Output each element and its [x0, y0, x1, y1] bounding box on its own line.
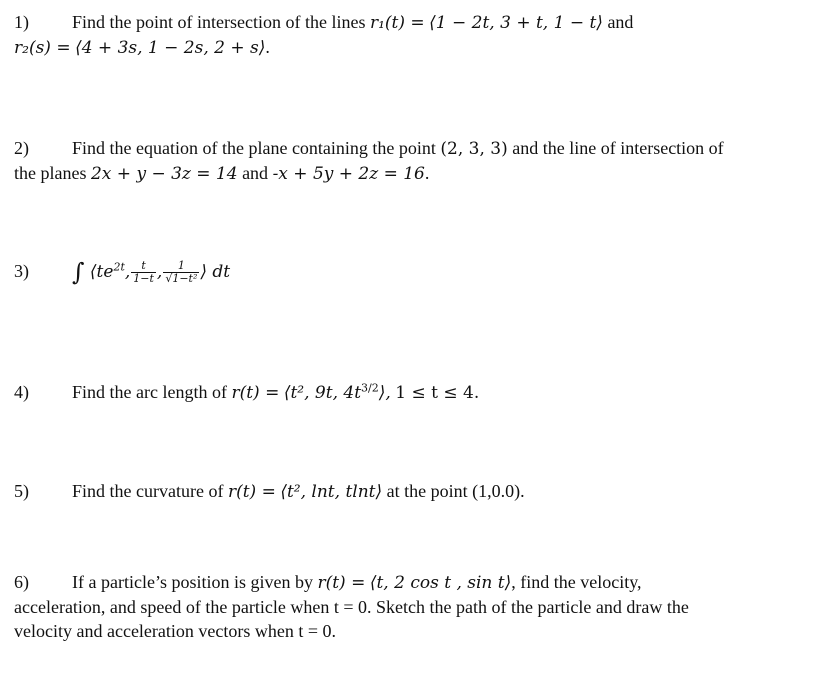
period: .	[424, 162, 430, 183]
problem-text: , find the velocity,	[511, 572, 642, 592]
vector-components: ⟨t², 9t, 4t	[283, 383, 362, 403]
problem-4	[14, 380, 814, 405]
problem-2-line-1	[14, 136, 814, 161]
integrand-open: ⟨te	[89, 262, 114, 282]
problem-number: 5)	[14, 481, 29, 501]
fraction-2	[163, 260, 199, 284]
problem-2-line-2	[14, 161, 814, 186]
plane-2-equation: -x + 5y + 2z = 16	[272, 163, 425, 184]
vector-r2-label: r₂(s) =	[14, 37, 71, 58]
integral-expression: ∫ $⟨te^{2t}$, $\frac{t}{1-t}$ , $\frac{1}{\text{√1−t²}}$ ⟩ dt	[72, 258, 231, 286]
problem-6-line-3: velocity and acceleration vectors when t = 0.	[14, 621, 337, 642]
problem-3	[14, 256, 814, 288]
fraction-denominator: √1−t²	[165, 272, 198, 285]
problem-6-line-2: acceleration, and speed of the particle when t = 0. Sketch the path of the particle and draw the	[14, 596, 689, 617]
fraction-1	[131, 260, 156, 284]
problem-1-line-2	[14, 35, 814, 60]
problem-1	[14, 10, 814, 60]
exponent: 2t	[113, 260, 125, 274]
problem-1-line-1	[14, 10, 814, 35]
vector-r-label: r(t) =	[227, 482, 276, 502]
vector-r-label: r(t) =	[317, 573, 366, 593]
fraction-denominator: 1−t	[133, 272, 154, 285]
plane-1-equation: 2x + y − 3z = 14	[90, 163, 238, 184]
parameter-range: 1 ≤ t ≤ 4.	[395, 383, 480, 403]
joiner-text: and	[242, 162, 269, 183]
vector-r	[284, 383, 391, 403]
fraction-numerator: 1	[163, 260, 199, 273]
problem-number: 4)	[14, 382, 29, 402]
problem-text: the planes	[14, 162, 87, 183]
problem-text: at the point (1,0.0).	[386, 481, 525, 501]
point-coordinates: (2, 3, 3)	[440, 139, 508, 159]
joiner-text: and	[607, 12, 634, 32]
problem-text: Find the point of intersection of the lines	[72, 12, 366, 32]
vector-r: ⟨t, 2 cos t , sin t⟩	[369, 573, 512, 593]
period: .	[265, 36, 270, 57]
problem-text: Find the equation of the plane containing the point	[72, 138, 436, 158]
problem-6	[14, 570, 814, 644]
problem-2	[14, 136, 814, 186]
integral-sign: ∫	[72, 258, 85, 286]
problem-6-line-1	[14, 570, 814, 595]
problem-number: 1)	[14, 12, 29, 32]
problem-text: Find the arc length of	[72, 382, 227, 402]
problem-text: Find the curvature of	[72, 481, 224, 501]
integrand-close: ⟩ dt	[200, 262, 231, 282]
problem-number: 2)	[14, 138, 29, 158]
problem-text: If a particle’s position is given by	[72, 572, 313, 592]
vector-r2: ⟨4 + 3s, 1 − 2s, 2 + s⟩	[75, 37, 266, 58]
vector-r: ⟨t², lnt, tlnt⟩	[280, 482, 383, 502]
problem-text: and the line of intersection of	[512, 138, 724, 158]
problem-5	[14, 479, 814, 504]
vector-r1: ⟨1 − 2t, 3 + t, 1 − t⟩	[429, 13, 603, 33]
problem-number: 3)	[14, 261, 29, 281]
vector-r1-label: r₁(t) =	[369, 13, 425, 33]
problem-number: 6)	[14, 572, 29, 592]
vector-close: ⟩,	[378, 383, 391, 403]
exponent: 3/2	[361, 381, 379, 395]
fraction-numerator: t	[131, 260, 156, 273]
vector-r-label: r(t) =	[231, 383, 280, 403]
